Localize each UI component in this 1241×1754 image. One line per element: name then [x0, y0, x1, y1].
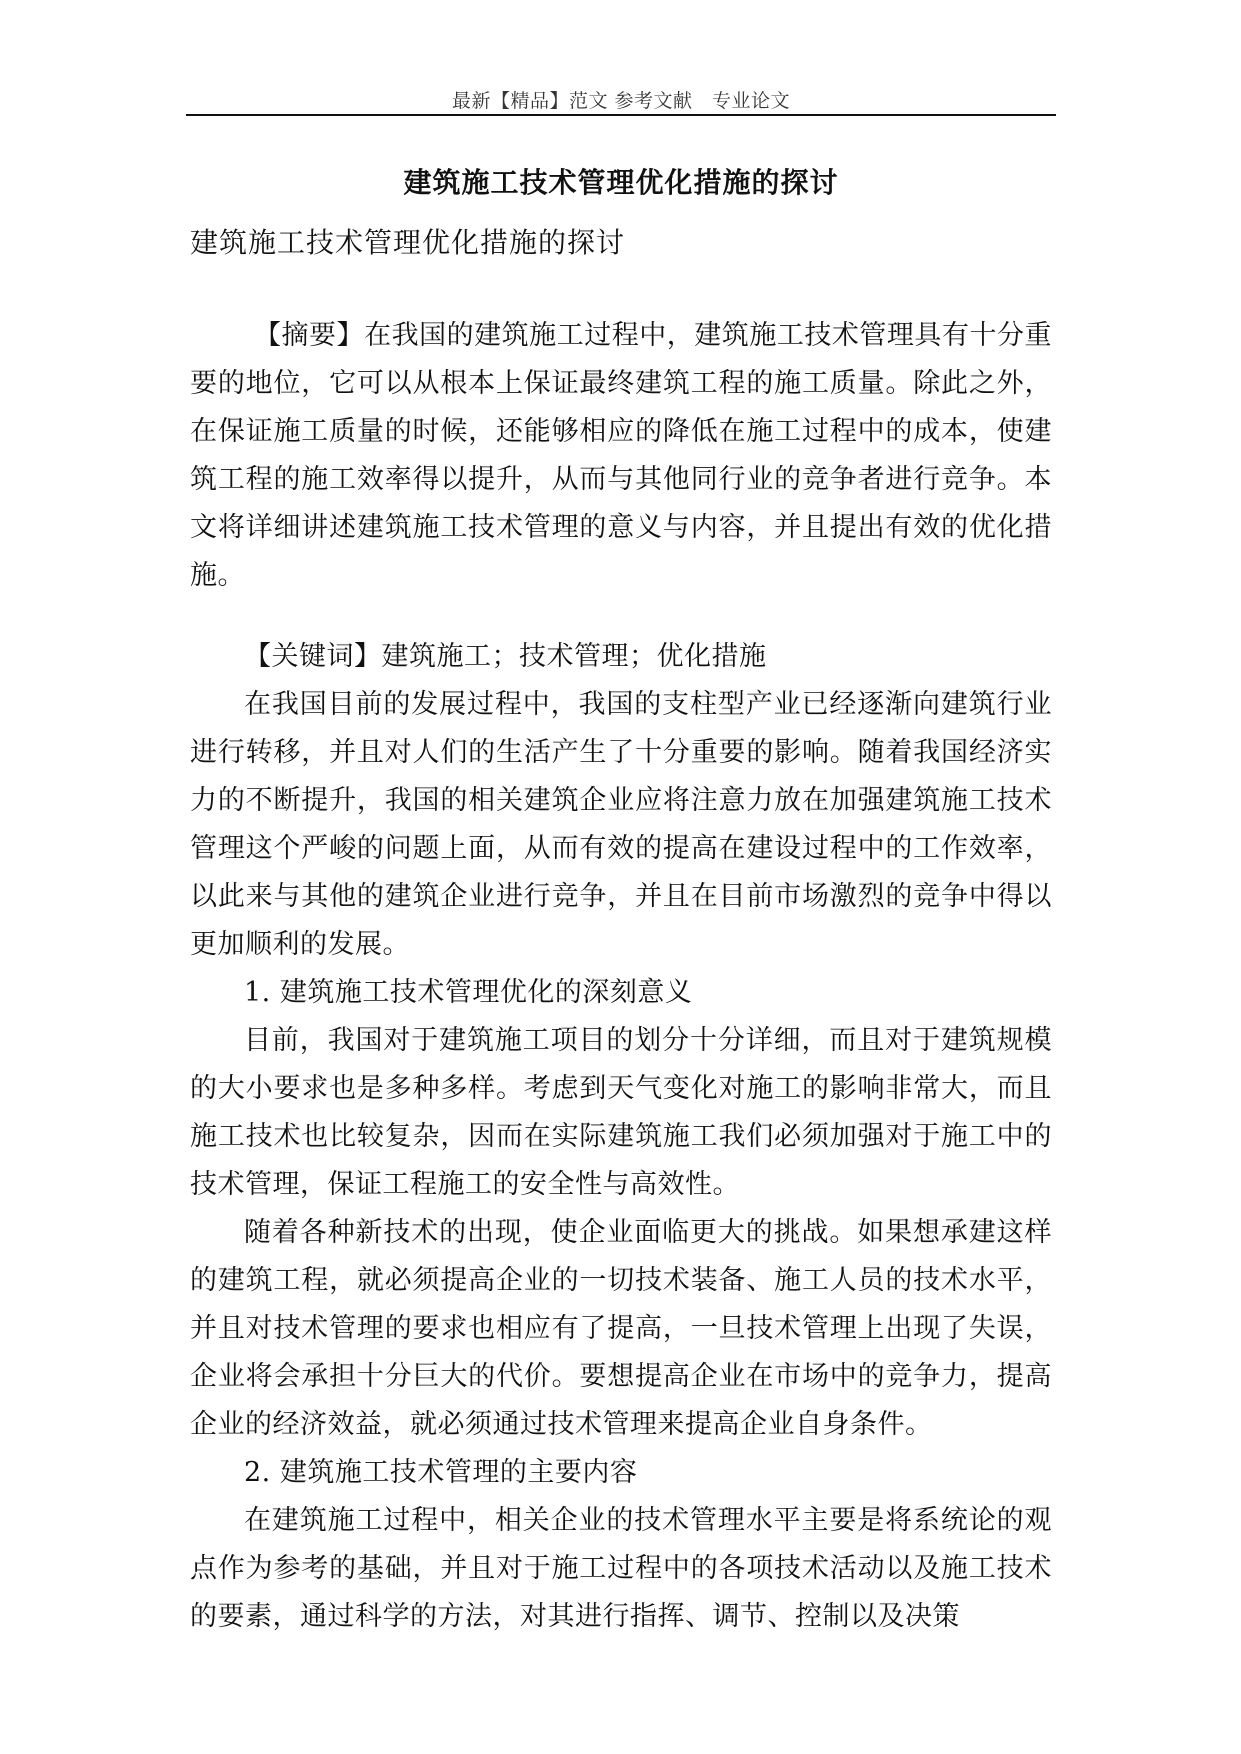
document-subtitle: 建筑施工技术管理优化措施的探讨	[190, 226, 626, 259]
section-heading-2: 2. 建筑施工技术管理的主要内容	[244, 1457, 638, 1488]
abstract-label: 【摘要】	[254, 320, 365, 351]
body-paragraph-significance: 目前，我国对于建筑施工项目的划分十分详细，而且对于建筑规模的大小要求也是多种多样。考虑到天气变化对施工的影响非常大，而且施工技术也比较复杂，因而在实际建筑施工我们必须加强对于施工中的技术管理，保证工程施工的安全性与高效性。	[190, 1025, 1052, 1200]
section-heading-1: 1. 建筑施工技术管理优化的深刻意义	[244, 977, 693, 1008]
keywords-text: 建筑施工；技术管理；优化措施	[381, 641, 767, 672]
body-paragraph-challenges: 随着各种新技术的出现，使企业面临更大的挑战。如果想承建这样的建筑工程，就必须提高企业的一切技术装备、施工人员的技术水平，并且对技术管理的要求也相应有了提高，一旦技术管理上出现了失误，企业将会承担十分巨大的代价。要想提高企业在市场中的竞争力，提高企业的经济效益，就必须通过技术管理来提高企业自身条件。	[190, 1217, 1052, 1440]
keywords-paragraph	[190, 633, 1052, 681]
header-rule	[186, 114, 1056, 116]
running-header: 最新【精品】范文 参考文献 专业论文	[451, 90, 791, 112]
document-title: 建筑施工技术管理优化措施的探讨	[403, 166, 839, 199]
body-paragraph-intro: 在我国目前的发展过程中，我国的支柱型产业已经逐渐向建筑行业进行转移，并且对人们的生活产生了十分重要的影响。随着我国经济实力的不断提升，我国的相关建筑企业应将注意力放在加强建筑施工技术管理这个严峻的问题上面，从而有效的提高在建设过程中的工作效率，以此来与其他的建筑企业进行竞争，并且在目前市场激烈的竞争中得以更加顺利的发展。	[190, 689, 1052, 960]
abstract-paragraph	[190, 312, 1052, 600]
body-paragraph-content: 在建筑施工过程中，相关企业的技术管理水平主要是将系统论的观点作为参考的基础，并且对于施工过程中的各项技术活动以及施工技术的要素，通过科学的方法，对其进行指挥、调节、控制以及决策	[190, 1505, 1052, 1632]
keywords-label: 【关键词】	[244, 641, 382, 672]
abstract-text: 在我国的建筑施工过程中，建筑施工技术管理具有十分重要的地位，它可以从根本上保证最终建筑工程的施工质量。除此之外，在保证施工质量的时候，还能够相应的降低在施工过程中的成本，使建筑工程的施工效率得以提升，从而与其他同行业的竞争者进行竞争。本文将详细讲述建筑施工技术管理的意义与内容，并且提出有效的优化措施。	[190, 320, 1053, 591]
